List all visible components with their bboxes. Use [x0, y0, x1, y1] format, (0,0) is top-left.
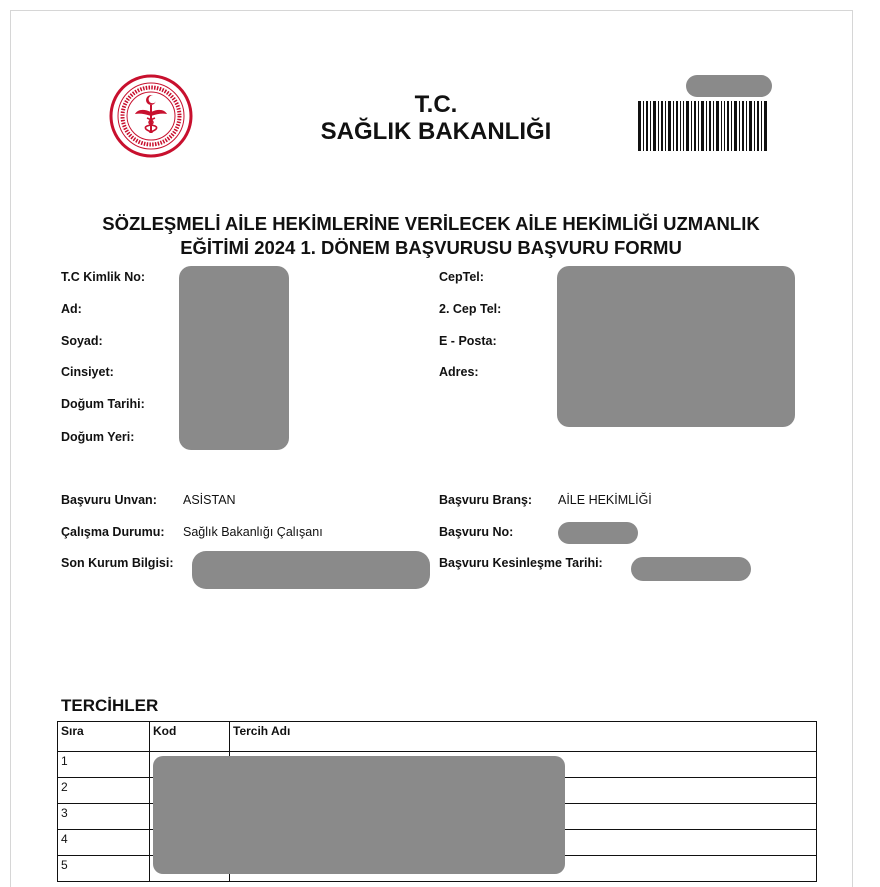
basvuru-brans-value: AİLE HEKİMLİĞİ — [558, 493, 652, 507]
column-header-sira: Sıra — [58, 722, 150, 752]
header-ministry: SAĞLIK BAKANLIĞI — [320, 118, 552, 145]
son-kurum-label: Son Kurum Bilgisi: — [61, 556, 174, 570]
column-header-kod: Kod — [150, 722, 230, 752]
ministry-of-health-seal-icon — [109, 74, 193, 158]
contact-info-redaction — [557, 266, 795, 427]
tercihler-title: TERCİHLER — [61, 696, 159, 715]
ad-label: Ad: — [61, 302, 82, 316]
barcode-icon — [638, 101, 768, 151]
calisma-durumu-value: Sağlık Bakanlığı Çalışanı — [183, 525, 323, 539]
row-number: 2 — [58, 778, 150, 804]
basvuru-no-redaction — [558, 522, 638, 544]
kesinlesme-tarihi-label: Başvuru Kesinleşme Tarihi: — [439, 556, 603, 570]
cinsiyet-label: Cinsiyet: — [61, 365, 114, 379]
header-tc: T.C. — [414, 91, 458, 118]
eposta-label: E - Posta: — [439, 334, 497, 348]
form-title-line1: SÖZLEŞMELİ AİLE HEKİMLERİNE VERİLECEK AİLE HEKİMLİĞİ UZMANLIK — [102, 213, 760, 234]
application-form-page — [10, 10, 853, 887]
row-number: 3 — [58, 804, 150, 830]
form-title-line2: EĞİTİMİ 2024 1. DÖNEM BAŞVURUSU BAŞVURU FORMU — [180, 237, 682, 258]
row-number: 1 — [58, 752, 150, 778]
cep-tel2-label: 2. Cep Tel: — [439, 302, 502, 316]
column-header-tercih-adi: Tercih Adı — [230, 722, 817, 752]
basvuru-no-label: Başvuru No: — [439, 525, 514, 539]
calisma-durumu-label: Çalışma Durumu: — [61, 525, 165, 539]
basvuru-unvan-value: ASİSTAN — [183, 493, 236, 507]
barcode-number-redaction — [686, 75, 772, 97]
personal-info-redaction — [179, 266, 289, 450]
son-kurum-redaction — [192, 551, 430, 589]
row-number: 4 — [58, 830, 150, 856]
soyad-label: Soyad: — [61, 334, 103, 348]
table-header-row — [58, 722, 817, 752]
preferences-redaction — [153, 756, 565, 874]
adres-label: Adres: — [439, 365, 479, 379]
dogum-yeri-label: Doğum Yeri: — [61, 430, 135, 444]
basvuru-unvan-label: Başvuru Unvan: — [61, 493, 157, 507]
ceptel-label: CepTel: — [439, 270, 484, 284]
dogum-tarihi-label: Doğum Tarihi: — [61, 397, 145, 411]
basvuru-brans-label: Başvuru Branş: — [439, 493, 533, 507]
tc-kimlik-label: T.C Kimlik No: — [61, 270, 146, 284]
row-number: 5 — [58, 856, 150, 882]
kesinlesme-tarihi-redaction — [631, 557, 751, 581]
